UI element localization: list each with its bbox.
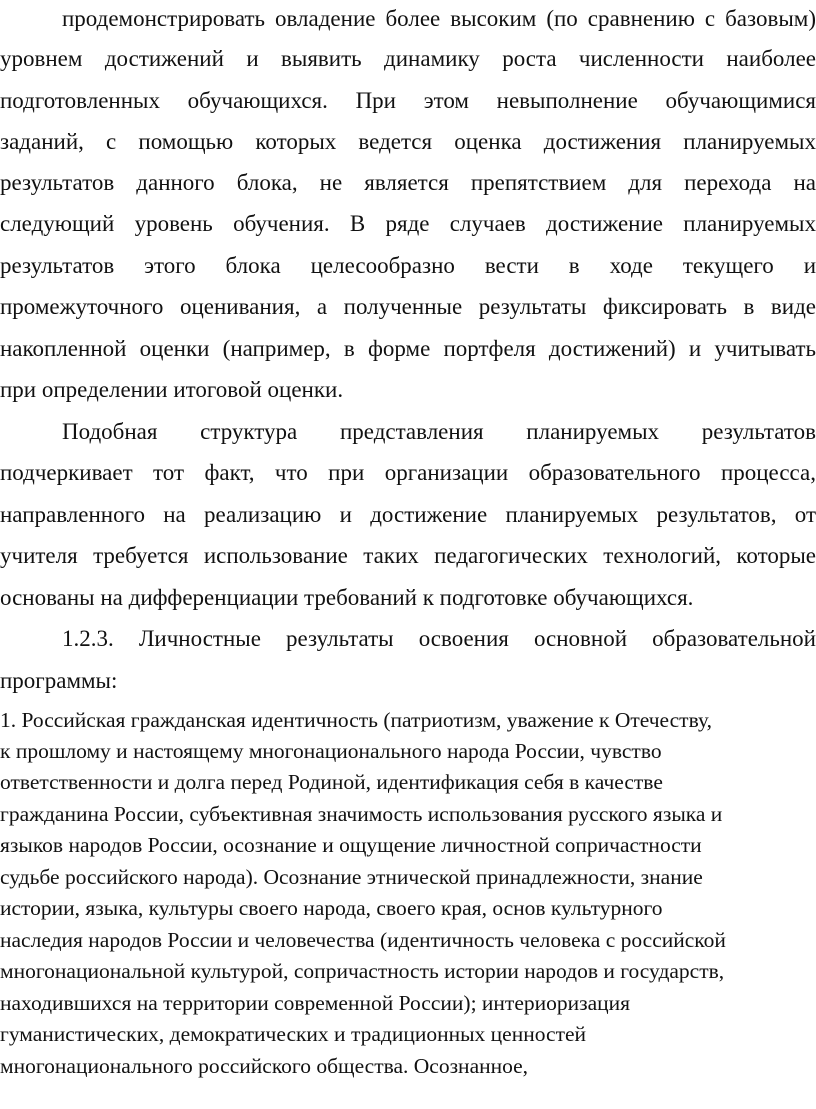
text-line: следующий уровень обучения. В ряде случаев достижение планируемых bbox=[0, 211, 816, 236]
list-line: к прошлому и настоящему многонационального народа России, чувство bbox=[0, 739, 662, 763]
list-line: 1. Российская гражданская идентичность (патриотизм, уважение к Отечеству, bbox=[0, 708, 712, 732]
list-line: гуманистических, демократических и традиционных ценностей bbox=[0, 1022, 587, 1046]
list-line: ответственности и долга перед Родиной, идентификация себя в качестве bbox=[0, 770, 663, 794]
text-line: заданий, с помощью которых ведется оценка достижения планируемых bbox=[0, 129, 816, 154]
text-line: учителя требуется использование таких педагогических технологий, которые bbox=[0, 543, 816, 568]
text-line: Подобная структура представления планируемых результатов bbox=[62, 419, 816, 444]
list-line: судьбе российского народа). Осознание этнической принадлежности, знание bbox=[0, 865, 703, 889]
text-line: результатов данного блока, не является препятствием для перехода на bbox=[0, 170, 816, 195]
list-line: многонациональной культурой, сопричастность истории народов и государств, bbox=[0, 959, 725, 983]
list-line: находившихся на территории современной России); интериоризация bbox=[0, 991, 631, 1015]
list-line: языков народов России, осознание и ощущение личностной сопричастности bbox=[0, 833, 702, 857]
text-line: подготовленных обучающихся. При этом невыполнение обучающимися bbox=[0, 88, 816, 113]
text-line: уровнем достижений и выявить динамику роста численности наиболее bbox=[0, 46, 816, 71]
heading-line: программы: bbox=[0, 668, 118, 693]
text-line: при определении итоговой оценки. bbox=[0, 377, 344, 402]
text-line: направленного на реализацию и достижение планируемых результатов, от bbox=[0, 502, 816, 527]
text-line: продемонстрировать овладение более высоким (по сравнению с базовым) bbox=[62, 6, 816, 31]
text-line: подчеркивает тот факт, что при организации образовательного процесса, bbox=[0, 460, 816, 485]
list-line: гражданина России, субъективная значимость использования русского языка и bbox=[0, 802, 723, 826]
list-line: многонационального российского общества. Осознанное, bbox=[0, 1054, 529, 1078]
text-line: основаны на дифференциации требований к подготовке обучающихся. bbox=[0, 585, 694, 610]
list-line: наследия народов России и человечества (идентичность человека с российской bbox=[0, 928, 726, 952]
heading-line: 1.2.3. Личностные результаты освоения основной образовательной bbox=[62, 626, 816, 651]
text-line: результатов этого блока целесообразно вести в ходе текущего и bbox=[0, 253, 816, 278]
text-line: накопленной оценки (например, в форме портфеля достижений) и учитывать bbox=[0, 336, 816, 361]
text-line: промежуточного оценивания, а полученные результаты фиксировать в виде bbox=[0, 294, 816, 319]
list-line: истории, языка, культуры своего народа, своего края, основ культурного bbox=[0, 896, 663, 920]
